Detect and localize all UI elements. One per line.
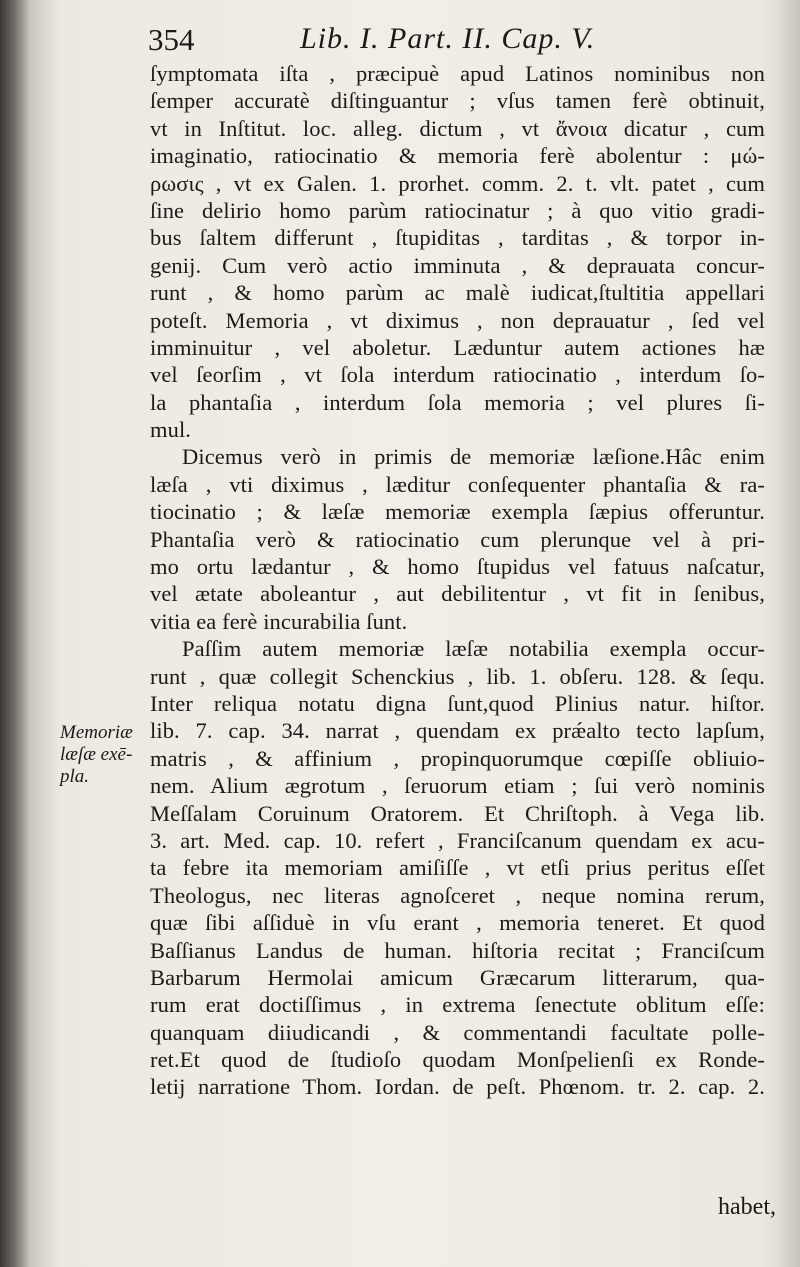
text-line: Phantaſia verò & ratiocinatio cum plerunque vel à pri- <box>150 526 765 552</box>
text-line: lib. 7. cap. 34. narrat , quendam ex prǽalto tecto lapſum, <box>150 718 765 744</box>
text-line: Inter reliqua notatu digna ſunt,quod Plinius natur. hiſtor. <box>150 690 765 716</box>
text-line: Dicemus verò in primis de memoriæ læſione.Hâc enim <box>182 444 765 470</box>
text-line: Paſſim autem memoriæ læſæ notabilia exempla occur- <box>182 636 765 662</box>
text-line: matris , & affinium , propinquorumque cœpiſſe obliuio- <box>150 745 765 771</box>
text-line: ſemper accuratè diſtinguantur ; vſus tamen ferè obtinuit, <box>150 88 765 114</box>
margin-note-line: pla. <box>60 766 90 787</box>
text-line: bus ſaltem differunt , ſtupiditas , tarditas , & torpor in- <box>150 225 765 251</box>
text-line: vitia ea ferè incurabilia ſunt. <box>150 608 408 634</box>
text-line: imaginatio, ratiocinatio & memoria ferè abolentur : μώ- <box>150 143 765 169</box>
text-line: ſine delirio homo parùm ratiocinatur ; à quo vitio gradi- <box>150 197 765 223</box>
text-line: Baſſianus Landus de human. hiſtoria recitat ; Franciſcum <box>150 937 765 963</box>
text-line: vel ætate aboleantur , aut debilitentur , vt fit in ſenibus, <box>150 581 765 607</box>
text-line: genij. Cum verò actio imminuta , & deprauata concur- <box>150 252 765 278</box>
text-line: mo ortu lædantur , & homo ſtupidus vel fatuus naſcatur, <box>150 554 765 580</box>
text-line: ſymptomata iſta , præcipuè apud Latinos nominibus non <box>150 61 765 86</box>
page-number: 354 <box>148 22 195 57</box>
text-line: Meſſalam Coruinum Oratorem. Et Chriſtoph. à Vega lib. <box>150 800 765 826</box>
text-line: Theologus, nec literas agnoſceret , neque nomina rerum, <box>150 882 765 908</box>
margin-note-line: Memoriæ <box>60 722 133 743</box>
text-line: 3. art. Med. cap. 10. refert , Franciſcanum quendam ex acu- <box>150 827 765 853</box>
text-line: tiocinatio ; & læſæ memoriæ exempla ſæpius offeruntur. <box>150 499 765 525</box>
text-line: Barbarum Hermolai amicum Græcarum litterarum, qua- <box>150 964 765 990</box>
text-line: ta febre ita memoriam amiſiſſe , vt etſi prius peritus eſſet <box>150 855 765 881</box>
running-head: Lib. I. Part. II. Cap. V. <box>300 22 596 55</box>
margin-note-line: læſæ exē- <box>60 744 133 765</box>
page-edge-shadow <box>778 0 800 1267</box>
text-line: rum erat doctiſſimus , in extrema ſenectute oblitum eſſe: <box>150 992 765 1018</box>
page-header <box>148 22 768 62</box>
text-line: ρωσις , vt ex Galen. 1. prorhet. comm. 2. t. vlt. patet , cum <box>150 170 765 196</box>
text-line: poteſt. Memoria , vt diximus , non deprauatur , ſed vel <box>150 307 765 333</box>
catchword: habet, <box>718 1194 776 1220</box>
text-line: nem. Alium ægrotum , ſeruorum etiam ; ſui verò nominis <box>150 773 765 799</box>
text-line: runt , & homo parùm ac malè iudicat,ſtultitia appellari <box>150 280 765 306</box>
text-line: quanquam diiudicandi , & commentandi facultate polle- <box>150 1019 765 1045</box>
text-line: la phantaſia , interdum ſola memoria ; vel plures ſi- <box>150 389 765 415</box>
text-line: letij narratione Thom. Iordan. de peſt. Phœnom. tr. 2. cap. 2. <box>150 1074 765 1100</box>
text-line: vel ſeorſim , vt ſola interdum ratiocinatio , interdum ſo- <box>150 362 765 388</box>
text-line: quæ ſibi aſſiduè in vſu erant , memoria teneret. Et quod <box>150 910 765 936</box>
margin-note <box>60 722 152 788</box>
text-line: mul. <box>150 417 192 443</box>
text-line: læſa , vti diximus , læditur conſequenter phantaſia & ra- <box>150 471 765 497</box>
text-line: ret.Et quod de ſtudioſo quodam Monſpelienſi ex Ronde- <box>150 1047 765 1073</box>
body-text <box>150 60 765 1101</box>
text-line: vt in Inſtitut. loc. alleg. dictum , vt ἄνοια dicatur , cum <box>150 115 765 141</box>
text-line: runt , quæ collegit Schenckius , lib. 1. obſeru. 128. & ſequ. <box>150 663 765 689</box>
text-line: imminuitur , vel aboletur. Læduntur autem actiones hæ <box>150 334 765 360</box>
